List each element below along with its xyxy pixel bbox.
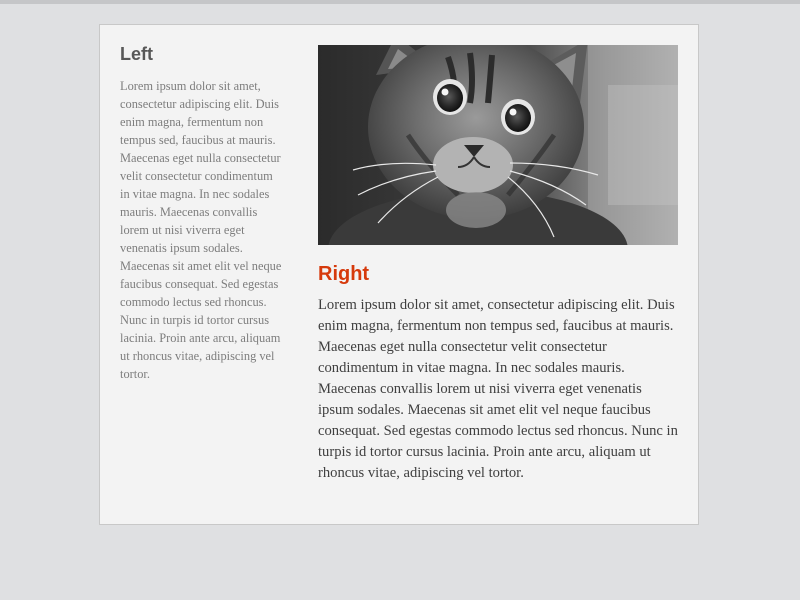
top-border-strip — [0, 0, 800, 4]
left-heading: Left — [120, 44, 153, 64]
right-heading: Right — [318, 263, 370, 285]
left-column — [120, 43, 284, 383]
kitten-photo — [318, 45, 678, 245]
content-card — [99, 24, 699, 525]
left-body-text: Lorem ipsum dolor sit amet, consectetur adipiscing elit. Duis enim magna, fermentum non tempus sed, faucibus at mauris. Maecenas eget nulla consectetur velit consectetur condimentum in vitae magna. In nec sodales mauris. Maecenas convallis lorem ut nisi viverra eget venenatis ipsum sodales. Maecenas sit amet elit vel neque faucibus consequat. Sed egestas commodo lectus sed rhoncus. Nunc in turpis id tortor cursus lacinia. Proin ante arcu, aliquam ut rhoncus vitae, adipiscing vel tortor. — [120, 79, 282, 381]
right-body-text: Lorem ipsum dolor sit amet, consectetur adipiscing elit. Duis enim magna, fermentum non tempus sed, faucibus at mauris. Maecenas eget nulla consectetur velit consectetur condimentum in vitae magna. In nec sodales mauris. Maecenas convallis lorem ut nisi viverra eget venenatis ipsum sodales. Maecenas sit amet elit vel neque faucibus consequat. Sed egestas commodo lectus sed rhoncus. Nunc in turpis id tortor cursus lacinia. Proin ante arcu, aliquam ut rhoncus vitae, adipiscing vel tortor. — [318, 297, 678, 481]
right-column — [318, 45, 680, 484]
